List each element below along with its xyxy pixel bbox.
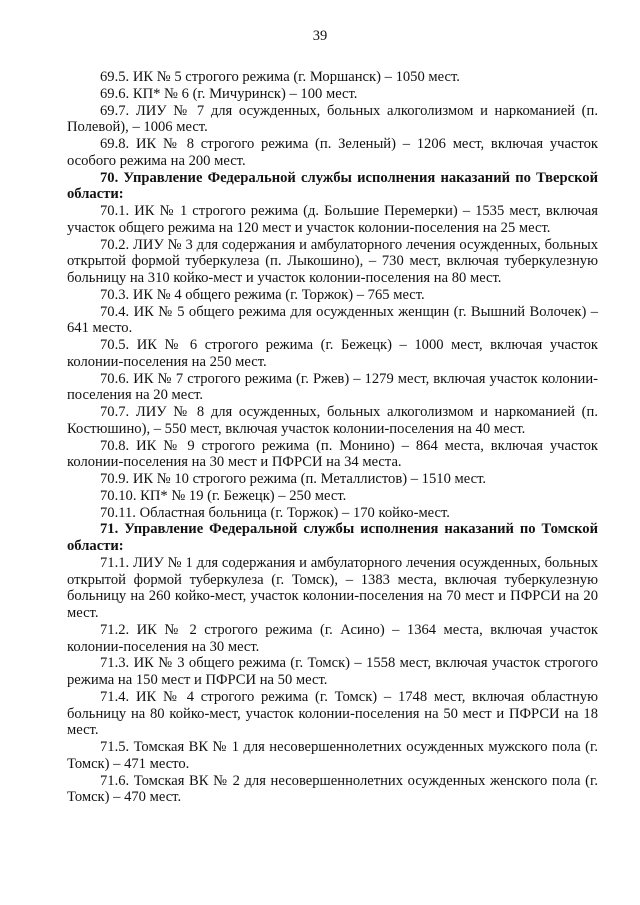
- list-item: 70.11. Областная больница (г. Торжок) – 170 койко-мест.: [100, 504, 450, 521]
- list-item: 70.9. ИК № 10 строгого режима (п. Металлистов) – 1510 мест.: [100, 471, 486, 487]
- list-item: 70.6. ИК № 7 строгого режима (г. Ржев) – 1279 мест, включая участок колонии-поселения на 20 мест.: [67, 370, 598, 404]
- list-item: 70.8. ИК № 9 строгого режима (п. Монино) – 864 места, включая участок колонии-поселения на 30 мест и ПФРСИ на 34 места.: [67, 437, 598, 471]
- list-item: 71.5. Томская ВК № 1 для несовершеннолетних осужденных мужского пола (г. Томск) – 471 место.: [67, 739, 598, 772]
- list-item: 70.1. ИК № 1 строгого режима (д. Большие Перемерки) – 1535 мест, включая участок общего режима на 120 мест и участок колонии-поселения на 25 мест.: [67, 203, 598, 236]
- list-item: 70.4. ИК № 5 общего режима для осужденных женщин (г. Вышний Волочек) – 641 место.: [67, 303, 598, 337]
- document-body: [67, 69, 598, 806]
- list-item: 71.1. ЛИУ № 1 для содержания и амбулаторного лечения осужденных, больных открытой формой туберкулеза (г. Томск), – 1383 места, включая туберкулезную больницу на 260 койко-мест, участок колонии-поселения на 70 мест и ПФРСИ на 20 мест.: [67, 554, 598, 621]
- list-item: 71.6. Томская ВК № 2 для несовершеннолетних осужденных женского пола (г. Томск) – 470 мест.: [67, 772, 598, 806]
- list-item: 70.2. ЛИУ № 3 для содержания и амбулаторного лечения осужденных, больных открытой формой туберкулеза (п. Лыкошино), – 730 мест, включая туберкулезную больницу на 310 койко-мест и участок колонии-поселения на 80 мест.: [67, 236, 598, 286]
- list-item: 70.3. ИК № 4 общего режима (г. Торжок) – 765 мест.: [100, 286, 425, 303]
- section-heading: 70. Управление Федеральной службы исполнения наказаний по Тверской области:: [67, 169, 598, 203]
- list-item: 70.10. КП* № 19 (г. Бежецк) – 250 мест.: [100, 487, 347, 504]
- list-item: 69.6. КП* № 6 (г. Мичуринск) – 100 мест.: [100, 85, 358, 102]
- list-item: 71.3. ИК № 3 общего режима (г. Томск) – 1558 мест, включая участок строгого режима на 150 мест и ПФРСИ на 50 мест.: [67, 655, 598, 688]
- list-item: 69.7. ЛИУ № 7 для осужденных, больных алкоголизмом и наркоманией (п. Полевой), – 1006 мест.: [67, 102, 598, 136]
- list-item: 71.4. ИК № 4 строгого режима (г. Томск) – 1748 мест, включая областную больницу на 80 койко-мест, участок колонии-поселения на 50 мест и ПФРСИ на 18 мест.: [67, 688, 598, 739]
- list-item: 70.7. ЛИУ № 8 для осужденных, больных алкоголизмом и наркоманией (п. Костюшино), – 550 мест, включая участок колонии-поселения на 40 мест.: [67, 404, 598, 437]
- page-number: 39: [312, 28, 328, 44]
- list-item: 69.5. ИК № 5 строгого режима (г. Моршанск) – 1050 мест.: [100, 69, 460, 85]
- list-item: 70.5. ИК № 6 строгого режима (г. Бежецк) – 1000 мест, включая участок колонии-поселения на 250 мест.: [67, 337, 598, 370]
- section-heading: 71. Управление Федеральной службы исполнения наказаний по Томской области:: [67, 521, 598, 554]
- list-item: 69.8. ИК № 8 строгого режима (п. Зеленый) – 1206 мест, включая участок особого режима на 200 мест.: [67, 136, 598, 169]
- list-item: 71.2. ИК № 2 строгого режима (г. Асино) – 1364 места, включая участок колонии-поселения на 30 мест.: [67, 621, 598, 655]
